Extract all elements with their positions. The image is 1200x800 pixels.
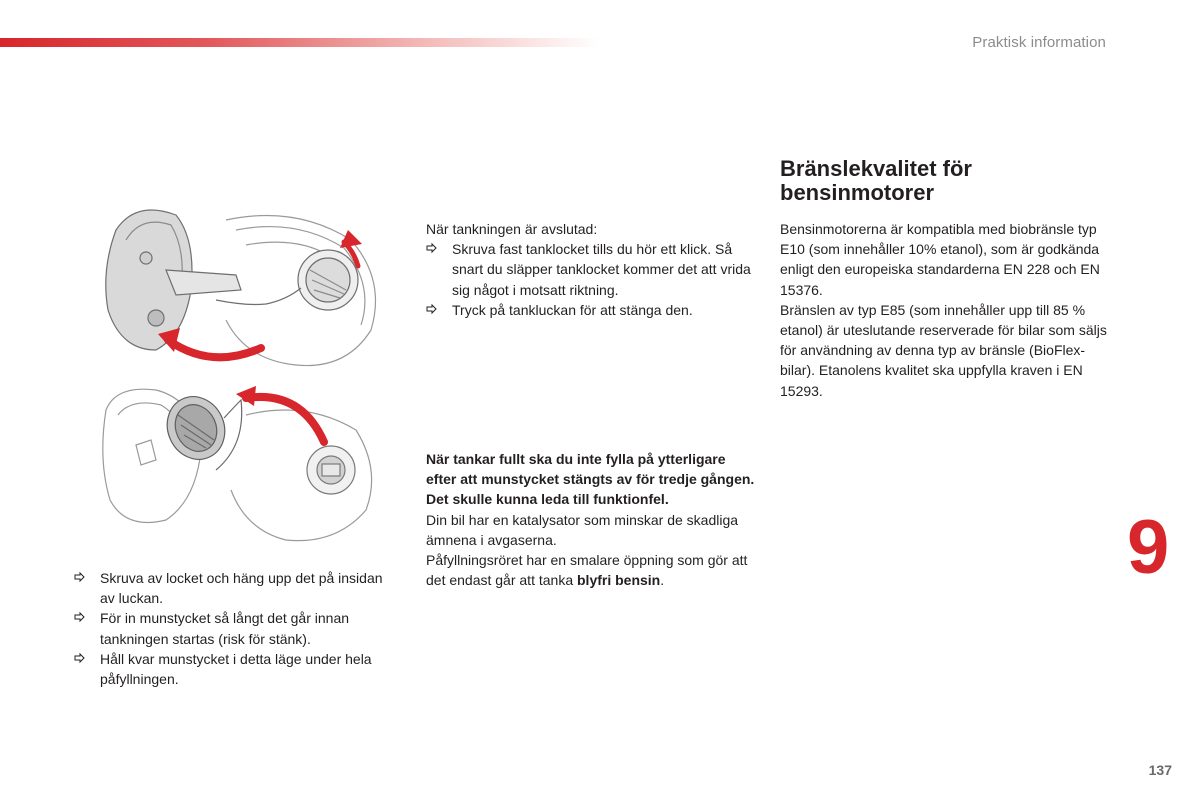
list-item <box>74 649 384 689</box>
list-item-text: För in munstycket så långt det går innan tankningen startas (risk för stänk). <box>100 610 350 647</box>
hand-pointer-icon <box>74 652 86 664</box>
hand-pointer-icon <box>426 303 438 315</box>
list-item <box>74 608 384 648</box>
page-number: 137 <box>1148 762 1172 778</box>
list-item <box>426 239 756 300</box>
middle-column <box>426 219 756 320</box>
list-item-text: Tryck på tankluckan för att stänga den. <box>452 301 693 318</box>
left-bullet-list <box>74 568 384 689</box>
list-item-text: Skruva fast tanklocket tills du hör ett klick. Så snart du släpper tanklocket kommer det att vrida sig något i motsatt riktning. <box>452 241 751 298</box>
fuel-warning-block <box>426 449 756 590</box>
left-column <box>74 568 384 689</box>
list-item <box>74 568 384 608</box>
filler-text-before: Påfyllningsröret har en smalare öppning som gör att det endast går att tanka <box>426 552 748 589</box>
chapter-number: 9 <box>1127 505 1170 590</box>
hand-pointer-icon <box>426 242 438 254</box>
filler-text-after: . <box>660 572 665 589</box>
unleaded-petrol-text: blyfri bensin <box>577 572 661 589</box>
fuel-quality-heading: Bränslekvalitet för bensinmotorer <box>780 156 972 205</box>
header-accent-bar <box>0 38 600 47</box>
list-item-text: Håll kvar munstycket i detta läge under hela påfyllningen. <box>100 650 372 688</box>
hand-pointer-icon <box>74 611 86 623</box>
hand-pointer-icon <box>74 571 86 583</box>
list-item-text: Skruva av locket och häng upp det på insidan av luckan. <box>100 570 383 607</box>
middle-bullet-list <box>426 239 756 320</box>
list-item <box>426 300 756 320</box>
intro-text: När tankningen är avslutad: <box>426 221 598 237</box>
right-column <box>780 219 1110 401</box>
fuel-quality-paragraph-1: Bensinmotorerna är kompatibla med biobränsle typ E10 (som innehåller 10% etanol), som är godkända enligt den europeiska standarderna EN 228 och EN 15376. <box>780 221 1100 298</box>
warning-text: När tankar fullt ska du inte fylla på ytterligare efter att munstycket stängts av för tredje gången. Det skulle kunna leda till funktionfel. <box>426 451 755 508</box>
filler-text <box>426 550 756 590</box>
section-title: Praktisk information <box>972 34 1106 51</box>
fuel-quality-paragraph-2: Bränslen av typ E85 (som innehåller upp till 85 % etanol) är uteslutande reserverade för bilar som säljs för användning av denna typ av bränsle (BioFlex-bilar). Etanolens kvalitet ska uppfylla kraven i EN 15293. <box>780 301 1107 399</box>
catalyst-text: Din bil har en katalysator som minskar de skadliga ämnena i avgaserna. <box>426 511 739 548</box>
fuel-cap-diagram <box>96 200 386 550</box>
fuel-cap-illustration <box>96 200 386 550</box>
